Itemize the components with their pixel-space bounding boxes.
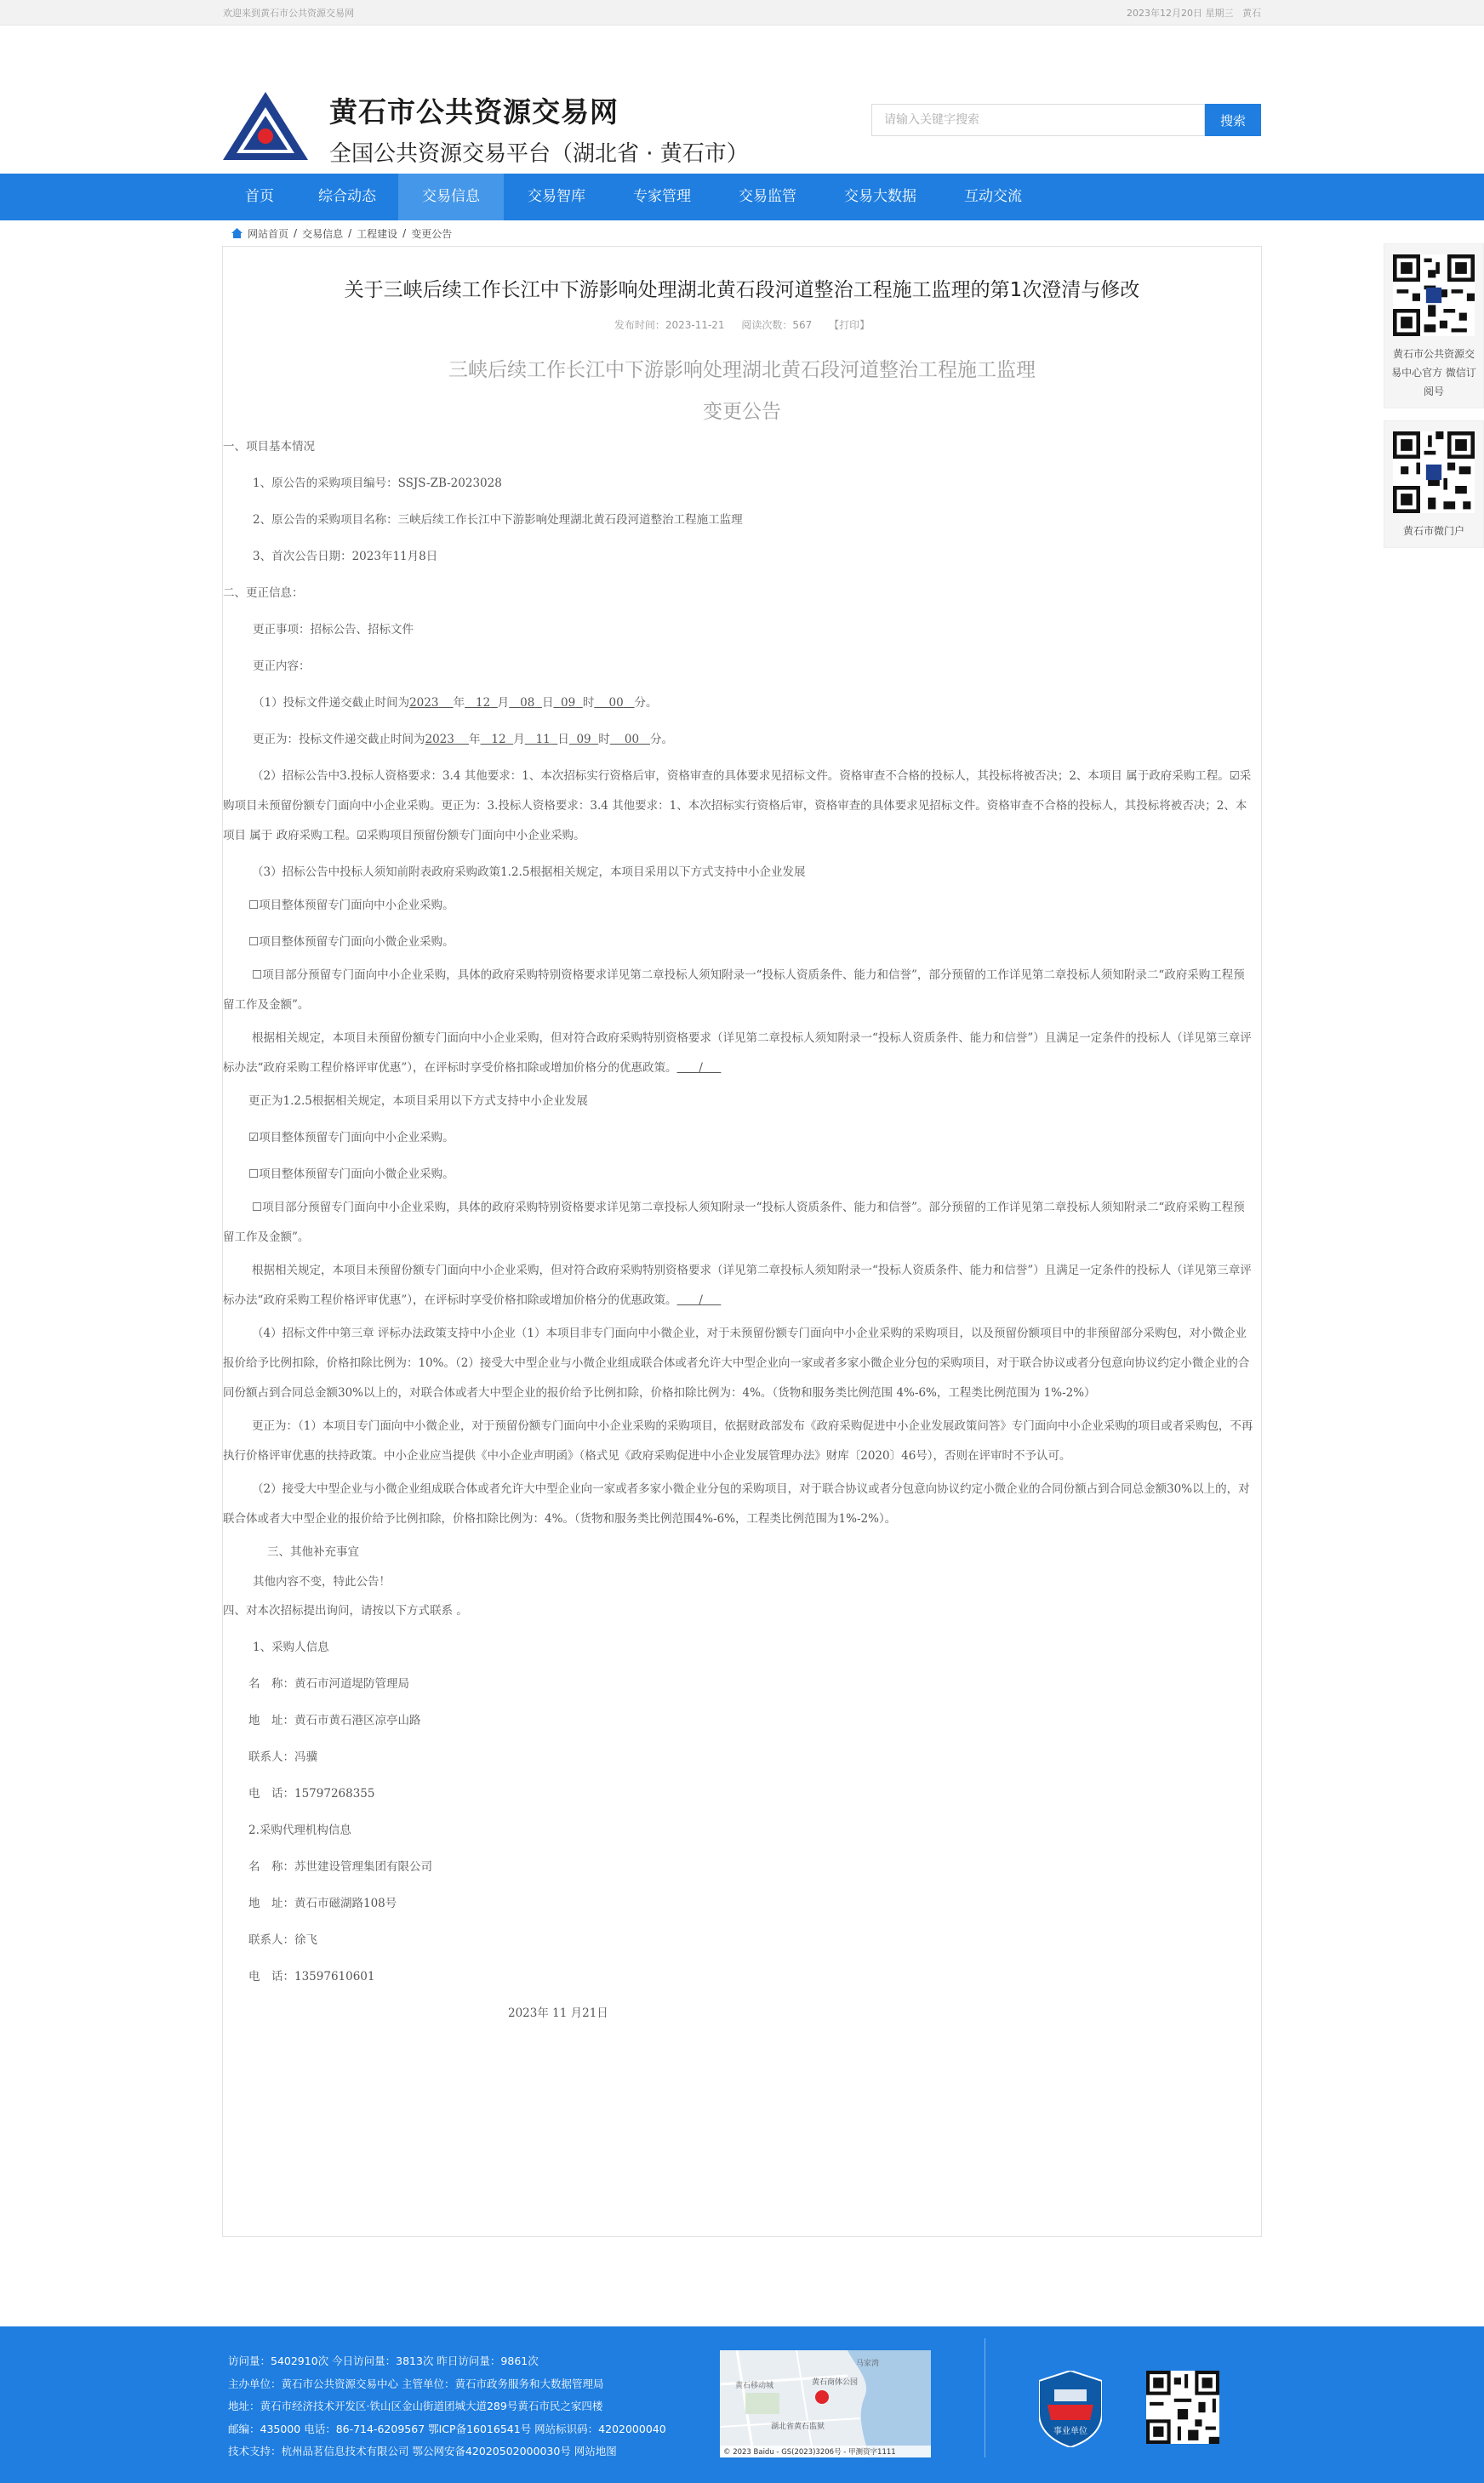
t: 日 xyxy=(557,733,569,746)
qr-sidebar xyxy=(1384,243,1484,560)
qr2-caption: 黄石市微门户 xyxy=(1402,525,1464,537)
purchaser-phone: 电 话：15797268355 xyxy=(248,1787,375,1801)
map-image xyxy=(720,2350,931,2457)
t: 时 xyxy=(598,733,610,746)
item-4a: 1、采购人信息 xyxy=(253,1641,329,1654)
logo-triangle-icon xyxy=(223,92,308,160)
para-6: （2）接受大中型企业与小微企业组成联合体或者允许大中型企业向一家或者多家小微企业分包的采购项目，对于联合协议或者分包意向协议约定小微企业的合同份额占到合同总金额30%以上的，对联合体或者大中型企业的报价给予比例扣除，价格扣除比例为：4%。（货物和服务类比例范围4%-6%，工程类比例范围为1%-2%）。 xyxy=(223,1482,1250,1526)
agent-contact: 联系人：徐飞 xyxy=(248,1933,317,1947)
blank xyxy=(465,696,498,710)
breadcrumb-change-notice[interactable]: 变更公告 xyxy=(411,227,453,240)
section-3: 三、其他补充事宜 xyxy=(267,1545,359,1559)
blank xyxy=(569,733,598,746)
nav-supervision[interactable]: 交易监管 xyxy=(739,188,796,205)
blank xyxy=(438,696,453,710)
nav-experts[interactable]: 专家管理 xyxy=(633,188,691,205)
t: 根据相关规定，本项目未预留份额专门面向中小企业采购，但对符合政府采购特别资格要求（详见第二章投标人须知附录一“投标人资质条件、能力和信誉”）且满足一定条件的投标人（详见第三章评标办法“政府采购工程价格评审优惠”），在评标时享受价格扣除或增加价格分的优惠政策。 xyxy=(223,1264,1252,1307)
para-3c: ☐项目部分预留专门面向中小企业采购，具体的政府采购特别资格要求详见第二章投标人须知附录一“投标人资质条件、能力和信誉”，部分预留的工作详见第二章投标人须知附录二“政府采购工程预留工作及金额”。 xyxy=(223,968,1245,1012)
welcome-text: 欢迎来到黄石市公共资源交易网 xyxy=(223,8,354,19)
item-2a: 更正事项：招标公告、招标文件 xyxy=(253,623,414,636)
purchaser-name: 名 称：黄石市河道堤防管理局 xyxy=(248,1677,409,1691)
t: 分。 xyxy=(649,733,673,746)
breadcrumb-trade-info[interactable]: 交易信息 xyxy=(302,227,344,240)
city[interactable]: 黄石 xyxy=(1242,8,1261,19)
section-2: 二、更正信息： xyxy=(223,586,304,600)
t: 12 xyxy=(491,733,506,746)
top-bar xyxy=(0,0,1484,26)
blank xyxy=(509,696,542,710)
t: 2023 xyxy=(425,733,454,746)
para-5: 更正为：（1）本项目专门面向中小微企业，对于预留份额专门面向中小企业采购的采购项目，依据财政部发布《政府采购促进中小企业发展政策问答》专门面向中小企业采购的项目或者采购包，不再执行价格评审优惠的扶持政策。中小企业应当提供《中小企业声明函》（格式见《政府采购促进中小企业发展管理办法》财库〔2020〕46号），否则在评审时不予认可。 xyxy=(223,1419,1253,1463)
search-input[interactable] xyxy=(871,104,1205,136)
blank xyxy=(677,1293,722,1307)
article-subheading: 变更公告 xyxy=(703,401,781,423)
qr1-caption: 黄石市公共资源交易中心官方 微信订阅号 xyxy=(1391,348,1476,397)
agent-phone: 电 话：13597610601 xyxy=(248,1970,375,1984)
nav-big-data[interactable]: 交易大数据 xyxy=(844,188,916,205)
para-4: （4）招标文件中第三章 评标办法政策支持中小企业（1）本项目非专门面向中小微企业，对于未预留份额专门面向中小企业采购的采购项目，以及预留份额项目中的非预留部分采购包，对小微企业报价给予比例扣除，价格扣除比例为：10%。（2）接受大中型企业与小微企业组成联合体或者允许大中型企业向一家或者多家小微企业分包的采购项目，对于联合协议或者分包意向协议约定小微企业的合同份额占到合同总金额30%以上的，对联合体或者大中型企业的报价给予比例扣除，价格扣除比例为：4%。（货物和服务类比例范围 4%-6%，工程类比例范围为 1%-2%） xyxy=(223,1327,1250,1400)
public-institution-badge-icon[interactable] xyxy=(1039,2371,1102,2447)
map-label: 湖北省黄石监狱 xyxy=(771,2423,825,2431)
deadline-original xyxy=(223,685,1261,722)
t: 11 xyxy=(535,733,551,746)
t: 时 xyxy=(582,696,595,710)
item-3a: 其他内容不变，特此公告！ xyxy=(253,1575,391,1589)
footer-info xyxy=(228,2350,666,2463)
map-copyright: © 2023 Baidu - GS(2023)3206号 - 甲测资字1111 xyxy=(723,2448,896,2457)
map-label: 马家湾 xyxy=(856,2360,880,2368)
item-1b: 2、原公告的采购项目名称：三峡后续工作长江中下游影响处理湖北黄石段河道整治工程施工监理 xyxy=(253,513,743,527)
sep: / xyxy=(402,227,407,239)
publish-time: 发布时间：2023-11-21 xyxy=(614,319,725,331)
contact-info: 邮编：435000 电话：86-714-6209567 鄂ICP备16016541号 网站标识码：4202000040 xyxy=(228,2422,666,2435)
site-logo[interactable] xyxy=(223,66,751,177)
para-3a: ☐项目整体预留专门面向中小企业采购。 xyxy=(248,899,454,912)
para-3g: ☐项目整体预留专门面向小微企业采购。 xyxy=(248,1167,454,1181)
date: 2023年12月20日 星期三 xyxy=(1127,8,1234,19)
view-count: 阅读次数：567 xyxy=(741,319,813,331)
purchaser-contact: 联系人：冯骥 xyxy=(248,1750,317,1764)
qr-code-icon xyxy=(1146,2371,1219,2444)
para-3f: ☑项目整体预留专门面向中小企业采购。 xyxy=(248,1131,454,1144)
para-3d xyxy=(223,1024,1261,1083)
item-1c: 3、首次公告日期：2023年11月8日 xyxy=(253,550,438,563)
organizer: 主办单位：黄石市公共资源交易中心 主管单位：黄石市政务服务和大数据管理局 xyxy=(228,2377,604,2390)
t: 年 xyxy=(453,696,465,710)
t: 月 xyxy=(513,733,525,746)
site-title: 黄石市公共资源交易网 xyxy=(329,95,619,128)
visit-stats: 访问量：5402910次 今日访问量：3813次 昨日访问量：9861次 xyxy=(228,2355,539,2367)
t: 00 xyxy=(608,696,624,710)
item-1a: 1、原公告的采购项目编号：SSJS-ZB-2023028 xyxy=(253,477,502,490)
nav-think-tank[interactable]: 交易智库 xyxy=(528,188,585,205)
nav-interaction[interactable]: 互动交流 xyxy=(964,188,1022,205)
t: 根据相关规定，本项目未预留份额专门面向中小企业采购，但对符合政府采购特别资格要求（详见第二章投标人须知附录一“投标人资质条件、能力和信誉”）且满足一定条件的投标人（详见第三章评标办法“政府采购工程价格评审优惠”），在评标时享受价格扣除或增加价格分的优惠政策。 xyxy=(223,1031,1252,1075)
para-2: （2）招标公告中3.投标人资格要求：3.4 其他要求：1、本次招标实行资格后审，资格审查的具体要求见招标文件。资格审查不合格的投标人，其投标将被否决；2、本项目 属于政府采购工程。☑采购项目未预留份额专门面向中小企业采购。更正为：3.投标人资格要求：3.4 其他要求：1、本次招标实行资格后审，资格审查的具体要求见招标文件。资格审查不合格的投标人，其投标将被否决；2、本项目 属于 政府采购工程。☑采购项目预留份额专门面向中小企业采购。 xyxy=(223,769,1252,842)
article-body xyxy=(223,429,1261,2032)
agent-name: 名 称：苏世建设管理集团有限公司 xyxy=(248,1860,432,1874)
nav-trade-info[interactable]: 交易信息 xyxy=(398,174,504,220)
header xyxy=(0,26,1484,174)
search-button[interactable]: 搜索 xyxy=(1205,104,1261,136)
t: 月 xyxy=(497,696,510,710)
item-4b: 2.采购代理机构信息 xyxy=(248,1824,351,1837)
t: （1）投标文件递交截止时间为 xyxy=(253,696,410,710)
para-3: （3）招标公告中投标人须知前附表政府采购政策1.2.5根据相关规定，本项目采用以下方式支持中小企业发展 xyxy=(252,865,806,879)
para-3h: ☐项目部分预留专门面向中小企业采购，具体的政府采购特别资格要求详见第二章投标人须知附录一“投标人资质条件、能力和信誉”。部分预留的工作详见第二章投标人须知附录二“政府采购工程预留工作及金额”。 xyxy=(223,1201,1245,1244)
wechat-qr-card[interactable] xyxy=(1384,243,1484,408)
sep: / xyxy=(294,227,298,239)
sign-date: 2023年 11 月21日 xyxy=(508,2006,608,2020)
t: 更正为：投标文件递交截止时间为 xyxy=(253,733,425,746)
map-label: 黄石移动城 xyxy=(735,2382,774,2390)
article-meta xyxy=(223,317,1261,332)
tech-support: 技术支持：杭州品茗信息技术有限公司 鄂公网安备42020502000030号 网站地图 xyxy=(228,2445,617,2457)
blank xyxy=(594,696,634,710)
article-title: 关于三峡后续工作长江中下游影响处理湖北黄石段河道整治工程施工监理的第1次澄清与修改 xyxy=(344,279,1140,301)
t: / xyxy=(699,1293,703,1307)
t: 09 xyxy=(576,733,591,746)
section-4: 四、对本次招标提出询问，请按以下方式联系 。 xyxy=(223,1604,468,1618)
breadcrumb-engineering[interactable]: 工程建设 xyxy=(357,227,398,240)
map-label: 黄石商体公园 xyxy=(812,2378,859,2387)
t: 08 xyxy=(520,696,535,710)
t: 分。 xyxy=(634,696,658,710)
nav-home[interactable]: 首页 xyxy=(245,188,274,205)
blank xyxy=(454,733,469,746)
home-icon xyxy=(231,228,243,238)
para-3b: ☐项目整体预留专门面向小微企业采购。 xyxy=(248,935,454,949)
article-container xyxy=(222,246,1262,2237)
t: 日 xyxy=(541,696,554,710)
t: 00 xyxy=(624,733,640,746)
qr-code-icon xyxy=(1393,254,1475,336)
section-1: 一、项目基本情况 xyxy=(223,440,315,454)
blank xyxy=(525,733,558,746)
date-text xyxy=(1127,6,1261,20)
badge-label: 事业单位 xyxy=(1053,2427,1087,2436)
article-heading: 三峡后续工作长江中下游影响处理湖北黄石段河道整治工程施工监理 xyxy=(448,359,1036,381)
site-subtitle: 全国公共资源交易平台（湖北省 · 黄石市） xyxy=(329,141,749,167)
print-link[interactable]: 【打印】 xyxy=(829,319,870,331)
address: 地址：黄石市经济技术开发区·铁山区金山街道团城大道289号黄石市民之家四楼 xyxy=(228,2400,603,2412)
blank xyxy=(553,696,582,710)
deadline-updated xyxy=(223,722,1261,758)
breadcrumb xyxy=(223,220,1261,246)
para-3e: 更正为1.2.5根据相关规定，本项目采用以下方式支持中小企业发展 xyxy=(248,1094,588,1108)
portal-qr-card[interactable] xyxy=(1384,420,1484,548)
blank xyxy=(481,733,514,746)
qr-code-icon xyxy=(1393,431,1475,513)
t: 09 xyxy=(561,696,576,710)
location-map[interactable] xyxy=(720,2350,931,2457)
sep: / xyxy=(348,227,352,239)
blank xyxy=(610,733,650,746)
t: 2023 xyxy=(409,696,439,710)
para-3i xyxy=(223,1256,1261,1316)
item-2b: 更正内容： xyxy=(253,659,311,673)
search-box xyxy=(871,104,1261,136)
t: 12 xyxy=(476,696,491,710)
breadcrumb-home[interactable]: 网站首页 xyxy=(248,227,289,240)
main-nav xyxy=(0,174,1484,220)
nav-news[interactable]: 综合动态 xyxy=(318,188,376,205)
blank xyxy=(677,1061,722,1075)
footer xyxy=(0,2326,1484,2483)
t: 年 xyxy=(469,733,481,746)
t: / xyxy=(699,1061,703,1075)
agent-address: 地 址：黄石市磁湖路108号 xyxy=(248,1897,397,1910)
purchaser-address: 地 址：黄石市黄石港区凉亭山路 xyxy=(248,1714,421,1727)
